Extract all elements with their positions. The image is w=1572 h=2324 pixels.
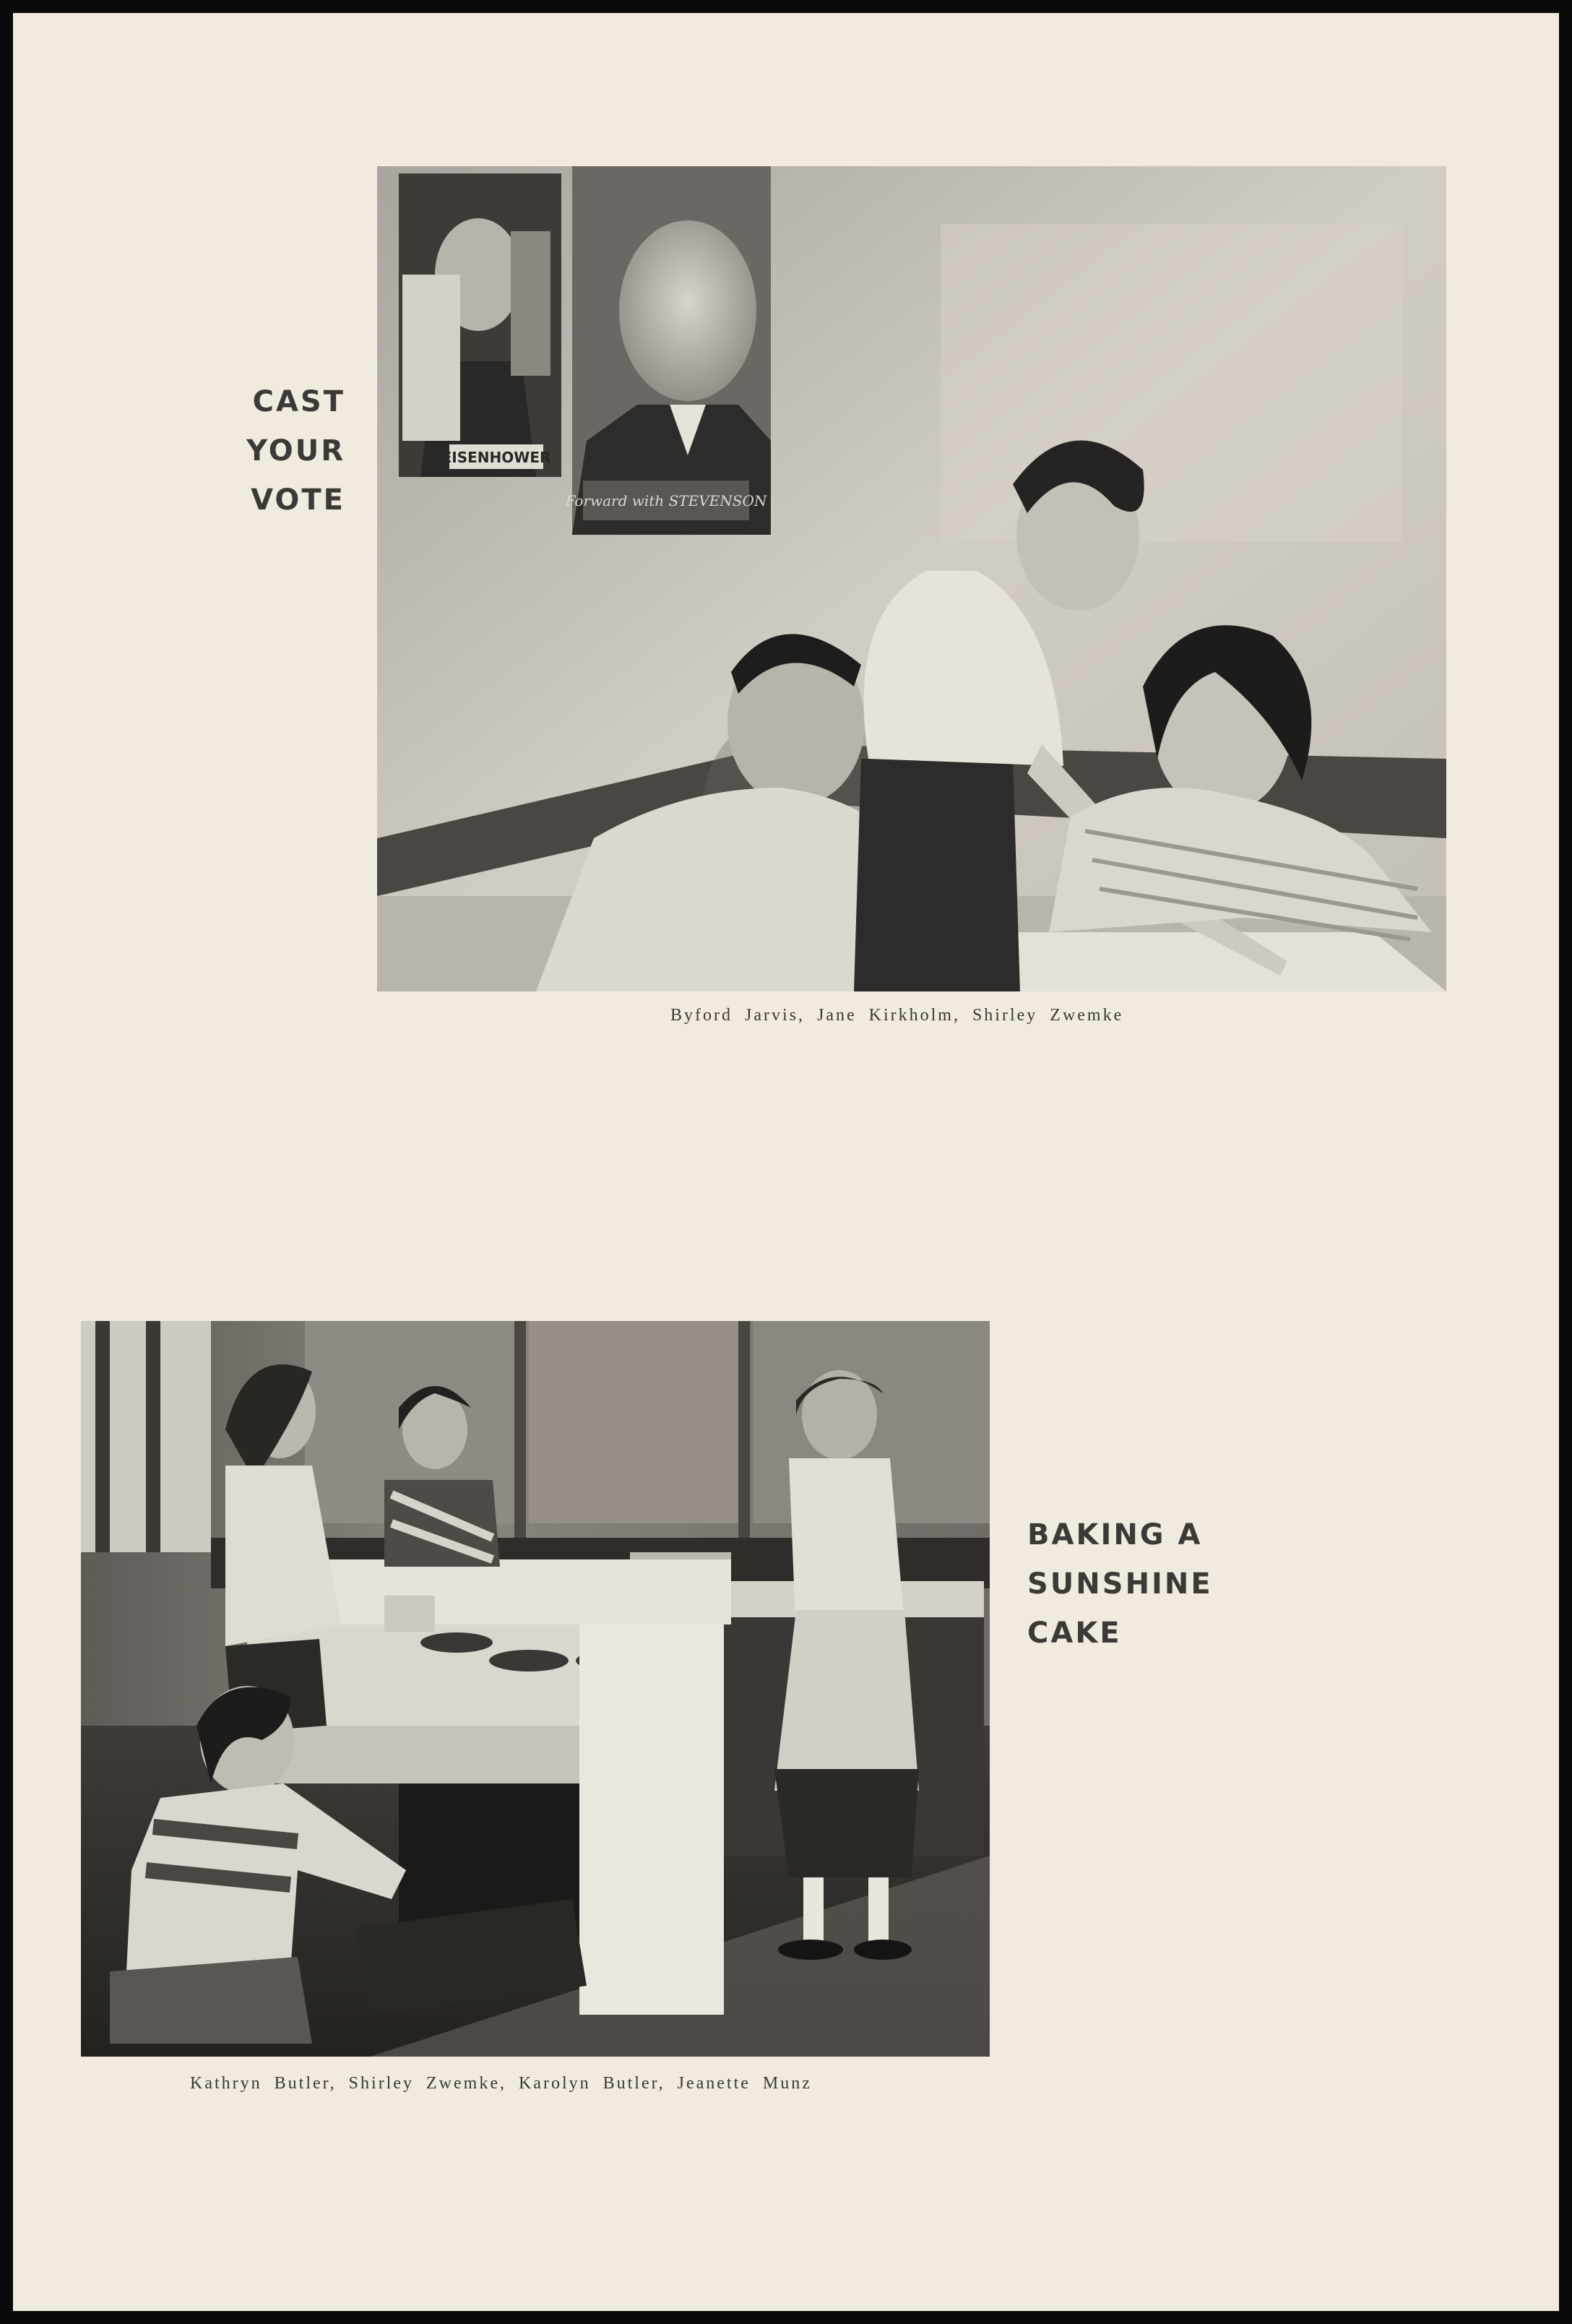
photo-campaign-posters-image bbox=[377, 166, 1446, 991]
headline-line: YOUR bbox=[246, 434, 345, 468]
stevenson-poster-text: Forward with STEVENSON bbox=[565, 492, 767, 509]
caption-cast-your-vote: Byford Jarvis, Jane Kirkholm, Shirley Zwemke bbox=[670, 1006, 1124, 1025]
headline-line: CAST bbox=[252, 385, 345, 418]
photo-baking-class bbox=[81, 1321, 990, 2057]
headline-cast-your-vote bbox=[230, 377, 345, 525]
photo-campaign-posters bbox=[377, 166, 1446, 991]
headline-line: SUNSHINE bbox=[1027, 1567, 1213, 1601]
caption-baking-class: Kathryn Butler, Shirley Zwemke, Karolyn Butler, Jeanette Munz bbox=[190, 2074, 812, 2093]
headline-line: BAKING A bbox=[1027, 1518, 1203, 1552]
photo-baking-class-image bbox=[81, 1321, 990, 2057]
yearbook-page bbox=[13, 13, 1559, 2311]
headline-baking-a-sunshine-cake bbox=[1027, 1510, 1273, 1658]
headline-line: CAKE bbox=[1027, 1617, 1122, 1650]
headline-line: VOTE bbox=[251, 483, 345, 517]
eisenhower-poster-text: EISENHOWER bbox=[441, 449, 551, 466]
